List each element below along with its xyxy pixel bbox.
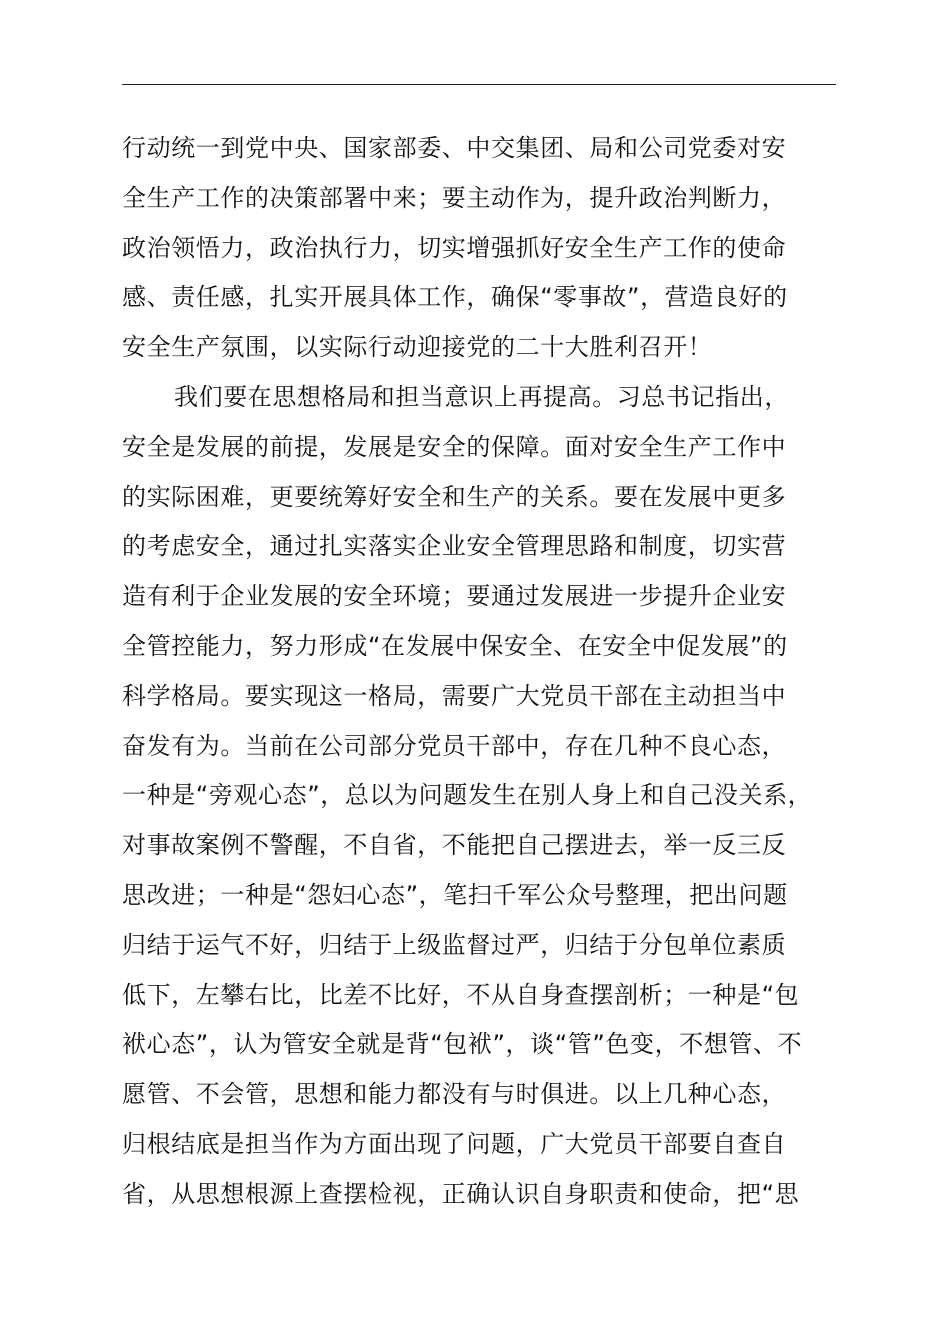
text-line: 科学格局。要实现这一格局，需要广大党员干部在主动担当中 (122, 681, 787, 710)
text-line: 袱心态”，认为管安全就是背“包袱”，谈“管”色变，不想管、不 (122, 1030, 803, 1059)
text-line: 全管控能力，努力形成“在发展中保安全、在安全中促发展”的 (122, 631, 788, 660)
text-line: 归结于运气不好，归结于上级监督过严，归结于分包单位素质 (122, 930, 787, 959)
text-line: 对事故案例不警醒，不自省，不能把自己摆进去，举一反三反 (122, 831, 787, 860)
text-line: 省，从思想根源上查摆检视，正确认识自身职责和使命，把“思 (122, 1179, 800, 1208)
text-line: 的考虑安全，通过扎实落实企业安全管理思路和制度，切实营 (122, 532, 787, 561)
paragraph-start-line: 我们要在思想格局和担当意识上再提高。习总书记指出， (174, 382, 789, 411)
text-line: 安全生产氛围，以实际行动迎接党的二十大胜利召开！ (122, 333, 713, 362)
text-line: 行动统一到党中央、国家部委、中交集团、局和公司党委对安 (122, 134, 787, 162)
text-line: 思改进；一种是“怨妇心态”，笔扫千军公众号整理，把出问题 (122, 880, 788, 909)
text-line: 造有利于企业发展的安全环境；要通过发展进一步提升企业安 (122, 582, 787, 611)
text-line: 感、责任感，扎实开展具体工作，确保“零事故”，营造良好的 (122, 283, 788, 312)
text-line: 归根结底是担当作为方面出现了问题，广大党员干部要自查自 (122, 1129, 787, 1158)
text-line: 愿管、不会管，思想和能力都没有与时俱进。以上几种心态， (122, 1080, 787, 1109)
text-line: 低下，左攀右比，比差不比好，不从自身查摆剖析；一种是“包 (122, 980, 800, 1009)
body-text (122, 124, 862, 1220)
text-line: 的实际困难，更要统筹好安全和生产的关系。要在发展中更多 (122, 482, 787, 511)
header-rule (122, 84, 836, 85)
text-line: 安全是发展的前提，发展是安全的保障。面对安全生产工作中 (122, 432, 787, 461)
text-line: 一种是“旁观心态”，总以为问题发生在别人身上和自己没关系， (122, 781, 813, 810)
text-line: 全生产工作的决策部署中来；要主动作为，提升政治判断力， (122, 183, 787, 212)
text-line: 政治领悟力，政治执行力，切实增强抓好安全生产工作的使命 (122, 233, 787, 262)
text-line: 奋发有为。当前在公司部分党员干部中，存在几种不良心态， (122, 731, 787, 760)
